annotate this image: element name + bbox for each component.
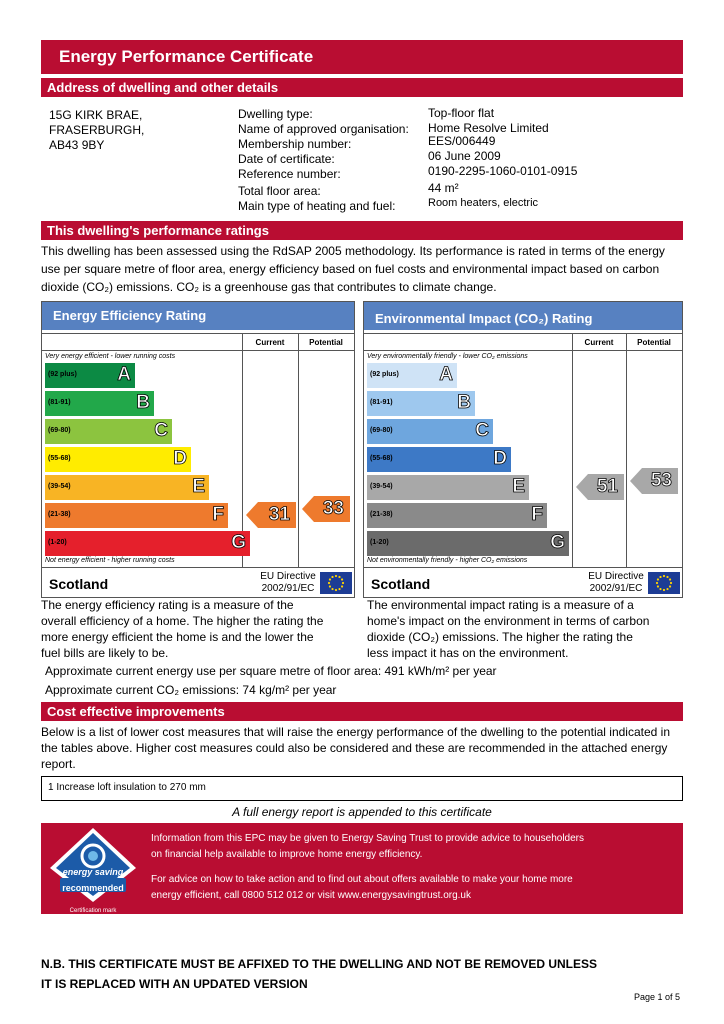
- desc-line: The environmental impact rating is a measure of a: [367, 598, 634, 612]
- band-letter: G: [231, 532, 246, 553]
- intro-line: use per square metre of floor area, energy efficiency based on fuel costs and environmental impact based on carbon: [41, 262, 660, 276]
- potential-rating-arrow: [630, 468, 678, 494]
- region-label: Scotland: [371, 576, 431, 592]
- band-range: (81-91): [48, 399, 71, 406]
- detail-label: Total floor area:: [238, 184, 321, 198]
- column-header-current: Current: [584, 338, 614, 347]
- detail-value: 0190-2295-1060-0101-0915: [428, 164, 578, 178]
- band-range: (55-68): [370, 455, 393, 462]
- rating-band-c: [367, 419, 493, 444]
- detail-value: Top-floor flat: [428, 106, 495, 120]
- energy-saving-logo: [48, 826, 138, 914]
- address-line: AB43 9BY: [49, 138, 105, 152]
- desc-line: home's impact on the environment in terms of carbon: [367, 614, 650, 628]
- desc-line: overall efficiency of a home. The higher the rating the: [41, 614, 324, 628]
- rating-band-b: [367, 391, 475, 416]
- environmental-impact-chart: [363, 301, 683, 598]
- band-letter: B: [136, 392, 150, 413]
- logo-text: recommended: [62, 883, 124, 893]
- rating-band-a: [367, 363, 457, 388]
- region-label: Scotland: [49, 576, 109, 592]
- address-line: FRASERBURGH,: [49, 123, 145, 137]
- eu-flag-icon: [648, 572, 680, 594]
- band-letter: C: [475, 420, 489, 441]
- nb-notice: [41, 954, 597, 994]
- intro-line: dioxide (CO₂) emissions. CO₂ is a greenhouse gas that contributes to climate change.: [41, 280, 497, 294]
- improvements-list: [41, 776, 683, 801]
- rating-band-b: [45, 391, 154, 416]
- intro-line: the tables above. Higher cost measures could also be considered and these are recommended in the attached energy: [41, 741, 668, 755]
- eu-directive-line: 2002/91/EC: [261, 583, 315, 594]
- intro-line: This dwelling has been assessed using the RdSAP 2005 methodology. Its performance is rated in terms of the energy: [41, 244, 665, 258]
- band-letter: F: [212, 504, 224, 525]
- band-range: (21-38): [370, 511, 393, 518]
- est-line: on financial help available to improve home energy efficiency.: [151, 849, 423, 860]
- rating-value: 33: [322, 498, 344, 519]
- band-range: (69-80): [48, 427, 71, 434]
- improvements-intro: [41, 724, 691, 772]
- address-block: [49, 108, 144, 153]
- top-note: Very environmentally friendly - lower CO₂ emissions: [367, 353, 528, 360]
- full-report-note: A full energy report is appended to this certificate: [232, 805, 492, 819]
- rating-value: 51: [596, 476, 618, 497]
- top-note: Very energy efficient - lower running costs: [45, 353, 176, 360]
- detail-label: Dwelling type:: [238, 107, 313, 121]
- address-section-heading: Address of dwelling and other details: [41, 78, 683, 97]
- eu-directive-line: EU Directive: [588, 571, 644, 582]
- intro-line: Below is a list of lower cost measures that will raise the energy performance of the dwelling to the potential indicated in: [41, 725, 670, 739]
- band-letter: E: [192, 476, 205, 497]
- band-range: (21-38): [48, 511, 71, 518]
- bottom-note: Not energy efficient - higher running costs: [45, 557, 175, 564]
- chart-gridline: [572, 333, 573, 567]
- est-line: Information from this EPC may be given to Energy Saving Trust to provide advice to householders: [151, 833, 584, 844]
- band-letter: D: [173, 448, 187, 469]
- column-header-current: Current: [255, 338, 285, 347]
- rating-band-f: [367, 503, 547, 528]
- est-paragraph-2: [151, 872, 573, 904]
- eu-directive-line: EU Directive: [260, 571, 316, 582]
- rating-band-e: [45, 475, 209, 500]
- page-title: Energy Performance Certificate: [41, 40, 683, 74]
- chart-gridline: [626, 333, 627, 567]
- band-letter: A: [439, 364, 453, 385]
- intro-line: report.: [41, 757, 76, 771]
- rating-band-a: [45, 363, 135, 388]
- column-header-potential: Potential: [637, 338, 671, 347]
- rating-band-g: [45, 531, 250, 556]
- band-range: (69-80): [370, 427, 393, 434]
- detail-value: Room heaters, electric: [428, 197, 539, 209]
- rating-band-c: [45, 419, 172, 444]
- detail-value: 06 June 2009: [428, 149, 501, 163]
- band-range: (81-91): [370, 399, 393, 406]
- rating-band-e: [367, 475, 529, 500]
- chart-gridline: [364, 567, 682, 568]
- column-header-potential: Potential: [309, 338, 343, 347]
- band-range: (92 plus): [48, 371, 77, 378]
- detail-label: Name of approved organisation:: [238, 122, 409, 136]
- band-range: (1-20): [370, 539, 389, 546]
- rating-band-f: [45, 503, 228, 528]
- nb-line: N.B. THIS CERTIFICATE MUST BE AFFIXED TO THE DWELLING AND NOT BE REMOVED UNLESS: [41, 957, 598, 971]
- potential-rating-arrow: [302, 496, 350, 522]
- desc-line: dioxide (CO₂) emissions. The higher the rating the: [367, 630, 633, 644]
- band-letter: A: [117, 364, 131, 385]
- band-letter: F: [531, 504, 543, 525]
- chart-title: Energy Efficiency Rating: [42, 302, 354, 330]
- chart-gridline: [42, 333, 354, 334]
- rating-band-d: [45, 447, 191, 472]
- band-letter: C: [154, 420, 168, 441]
- band-range: (55-68): [48, 455, 71, 462]
- band-letter: B: [457, 392, 471, 413]
- band-letter: G: [550, 532, 565, 553]
- address-line: 15G KIRK BRAE,: [49, 108, 143, 122]
- chart-title: Environmental Impact (CO₂) Rating: [364, 302, 682, 330]
- chart-gridline: [298, 333, 299, 567]
- approx-energy-use: Approximate current energy use per square metre of floor area: 491 kWh/m² per year: [45, 664, 497, 678]
- environment-description: [367, 597, 677, 661]
- chart-gridline: [364, 350, 682, 351]
- details-values: [428, 106, 577, 211]
- chart-gridline: [364, 333, 682, 334]
- improvement-item: 1 Increase loft insulation to 270 mm: [48, 782, 206, 793]
- detail-label: Main type of heating and fuel:: [238, 199, 396, 213]
- rating-value: 53: [650, 470, 672, 491]
- performance-intro: [41, 242, 691, 296]
- chart-gridline: [42, 350, 354, 351]
- est-line: energy efficient, call 0800 512 012 or visit www.energysavingtrust.org.uk: [151, 890, 471, 901]
- desc-line: The energy efficiency rating is a measure of the: [41, 598, 294, 612]
- energy-efficiency-chart: [41, 301, 355, 598]
- detail-value: 44 m²: [428, 181, 459, 195]
- performance-section-heading: This dwelling's performance ratings: [41, 221, 683, 240]
- band-range: (1-20): [48, 539, 67, 546]
- energy-saving-trust-box: [41, 823, 683, 914]
- detail-value: EES/006449: [428, 134, 496, 148]
- band-letter: D: [493, 448, 507, 469]
- est-paragraph-1: [151, 831, 584, 863]
- details-labels: [238, 107, 409, 214]
- page-number: Page 1 of 5: [634, 992, 681, 1002]
- chart-gridline: [42, 567, 354, 568]
- band-letter: E: [512, 476, 525, 497]
- band-range: (39-54): [370, 483, 393, 490]
- rating-band-d: [367, 447, 511, 472]
- desc-line: more energy efficient the home is and the lower the: [41, 630, 314, 644]
- rating-band-g: [367, 531, 569, 556]
- logo-caption: Certification mark: [69, 908, 117, 914]
- detail-value: Home Resolve Limited: [428, 121, 549, 135]
- efficiency-description: [41, 597, 341, 661]
- band-range: (92 plus): [370, 371, 399, 378]
- rating-value: 31: [268, 504, 290, 525]
- approx-co2: Approximate current CO₂ emissions: 74 kg/m² per year: [45, 683, 337, 697]
- eu-directive-line: 2002/91/EC: [589, 583, 643, 594]
- band-range: (39-54): [48, 483, 71, 490]
- eu-flag-icon: [320, 572, 352, 594]
- logo-text: energy saving: [62, 867, 124, 877]
- current-rating-arrow: [246, 502, 296, 528]
- est-line: For advice on how to take action and to find out about offers available to make your home more: [151, 874, 573, 885]
- detail-label: Membership number:: [238, 137, 352, 151]
- detail-label: Reference number:: [238, 167, 341, 181]
- desc-line: fuel bills are likely to be.: [41, 646, 169, 660]
- improvements-section-heading: Cost effective improvements: [41, 702, 683, 721]
- bottom-note: Not environmentally friendly - higher CO₂ emissions: [367, 557, 528, 564]
- detail-label: Date of certificate:: [238, 152, 335, 166]
- current-rating-arrow: [576, 474, 624, 500]
- desc-line: less impact it has on the environment.: [367, 646, 569, 660]
- nb-line: IT IS REPLACED WITH AN UPDATED VERSION: [41, 977, 308, 991]
